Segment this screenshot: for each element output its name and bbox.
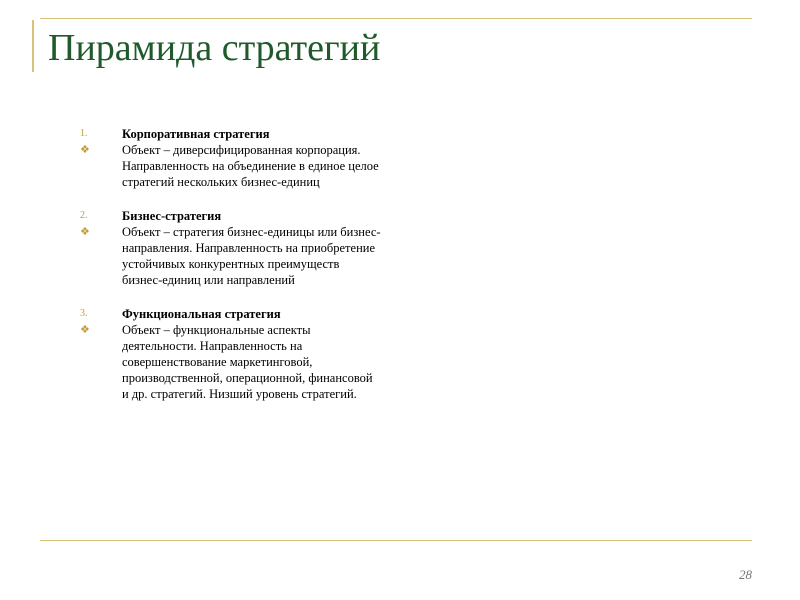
list-item-functional <box>80 306 400 402</box>
page-number: 28 <box>739 567 752 582</box>
item-description: Объект – функциональные аспекты деятельности. Направленность на совершенствование маркетинговой, производственной, операционной, финансовой и др. стратегий. Низший уровень стратегий. <box>122 323 373 401</box>
list-item-business <box>80 208 400 288</box>
top-rule <box>40 18 752 19</box>
item-heading: Бизнес-стратегия <box>122 209 222 223</box>
slide-content <box>80 126 400 420</box>
left-rule <box>32 20 34 72</box>
item-heading: Функциональная стратегия <box>122 307 281 321</box>
diamond-bullet-icon: ❖ <box>80 324 90 336</box>
item-heading: Корпоративная стратегия <box>122 127 270 141</box>
item-description: Объект – диверсифицированная корпорация. Направленность на объединение в единое целое стратегий нескольких бизнес-единиц <box>122 143 379 189</box>
slide-title: Пирамида стратегий <box>48 27 381 69</box>
bottom-rule <box>40 540 752 541</box>
list-item-corporate <box>80 126 400 190</box>
number-marker: 1. <box>80 128 88 139</box>
number-marker: 2. <box>80 210 88 221</box>
number-marker: 3. <box>80 308 88 319</box>
diamond-bullet-icon: ❖ <box>80 144 90 156</box>
diamond-bullet-icon: ❖ <box>80 226 90 238</box>
item-description: Объект – стратегия бизнес-единицы или бизнес-направления. Направленность на приобретение устойчивых конкурентных преимуществ бизнес-единиц или направлений <box>122 225 381 287</box>
